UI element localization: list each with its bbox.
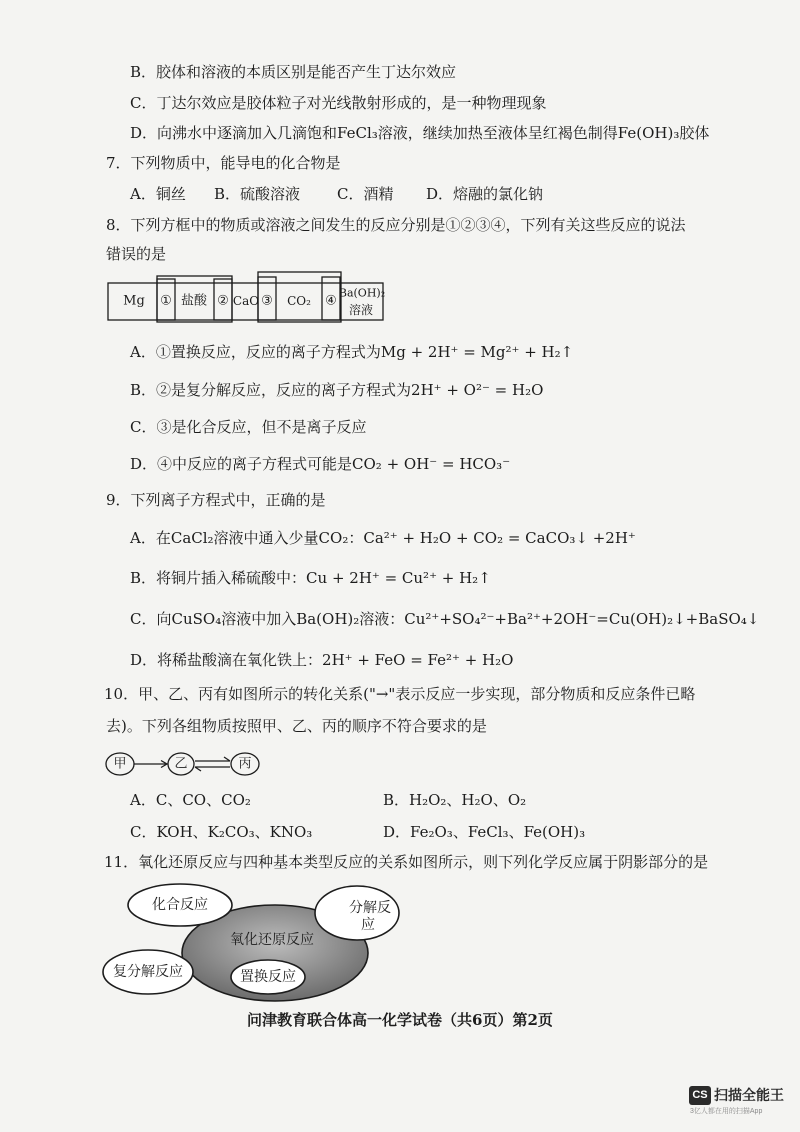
question-text: 氧化还原反应与四种基本类型反应的关系如图所示，则下列化学反应属于阴影部分的是 (138, 853, 709, 871)
option-text: 酒精 (363, 185, 394, 203)
q7-option-b (214, 184, 300, 204)
option-letter: B． (130, 63, 157, 81)
question-number: 9． (106, 491, 131, 509)
scanner-tagline: 3亿人都在用的扫描App (690, 1108, 763, 1115)
option-letter: A． (130, 343, 156, 361)
option-text: 胶体和溶液的本质区别是能否产生丁达尔效应 (156, 63, 457, 81)
node-yi: 乙 (174, 756, 188, 772)
q9-option-d (130, 650, 513, 670)
q6-option-c (130, 93, 547, 113)
option-text: 将铜片插入稀硫酸中：Cu + 2H⁺ = Cu²⁺ + H₂↑ (156, 569, 491, 587)
option-text: 硫酸溶液 (240, 185, 301, 203)
reaction-mark-2: ② (217, 293, 229, 309)
double-displacement-label: 复分解反应 (113, 964, 183, 980)
arrow-bing-to-yi (195, 767, 230, 771)
q11-reaction-type-venn-diagram (100, 878, 405, 1008)
option-text: ②是复分解反应，反应的离子方程式为2H⁺ + O²⁻ = H₂O (156, 381, 544, 399)
option-letter: D． (130, 455, 158, 473)
option-text: KOH、K₂CO₃、KNO₃ (156, 823, 313, 841)
q10-stem-line1 (104, 684, 695, 704)
reaction-mark-3: ③ (261, 293, 273, 309)
option-text: 向沸水中逐滴加入几滴饱和FeCl₃溶液，继续加热至液体呈红褐色制得Fe(OH)₃胶体 (157, 124, 710, 142)
option-letter: B． (130, 381, 157, 399)
q9-stem (106, 490, 326, 510)
option-letter: C． (130, 418, 157, 436)
scanner-brand-name: 扫描全能王 (714, 1087, 784, 1103)
substance-cao: CaO (232, 294, 260, 308)
question-number: 11． (104, 853, 139, 871)
combination-label: 化合反应 (152, 897, 208, 913)
reaction-mark-1: ① (160, 293, 172, 309)
option-text: ①置换反应，反应的离子方程式为Mg + 2H⁺ = Mg²⁺ + H₂↑ (155, 343, 574, 361)
q8-option-c (130, 417, 367, 437)
substance-co2: CO₂ (287, 294, 311, 308)
q7-option-c (337, 184, 394, 204)
q9-option-c (130, 609, 759, 629)
displacement-label: 置换反应 (240, 969, 296, 985)
q6-option-d (130, 123, 709, 143)
q8-option-d (130, 454, 510, 474)
arrow-yi-to-bing (195, 757, 230, 761)
option-letter: D． (426, 185, 454, 203)
option-text: Fe₂O₃、FeCl₃、Fe(OH)₃ (410, 823, 586, 841)
option-text: 在CaCl₂溶液中通入少量CO₂：Ca²⁺ + H₂O + CO₂ = CaCO₃↓ +2H⁺ (155, 529, 636, 547)
option-letter: B． (130, 569, 157, 587)
q8-option-a (130, 342, 573, 362)
option-letter: D． (130, 651, 158, 669)
option-text: H₂O₂、H₂O、O₂ (409, 791, 527, 809)
option-letter: C． (130, 610, 157, 628)
option-text: 向CuSO₄溶液中加入Ba(OH)₂溶液：Cu²⁺+SO₄²⁻+Ba²⁺+2OH⁻=Cu(OH)₂↓+BaSO₄↓ (156, 610, 760, 628)
node-jia: 甲 (113, 756, 127, 772)
option-text: 熔融的氯化钠 (453, 185, 544, 203)
question-text: 错误的是 (106, 245, 167, 263)
option-text: 将稀盐酸滴在氧化铁上：2H⁺ + FeO = Fe²⁺ + H₂O (157, 651, 514, 669)
q10-option-b (383, 790, 526, 810)
q10-stem-line2 (106, 716, 487, 736)
question-number: 8． (106, 216, 131, 234)
option-letter: C． (130, 823, 157, 841)
option-letter: B． (383, 791, 410, 809)
q10-option-c (130, 822, 312, 842)
option-text: C、CO、CO₂ (155, 791, 251, 809)
q10-option-d (383, 822, 585, 842)
substance-mg: Mg (123, 293, 145, 309)
q8-option-b (130, 380, 543, 400)
arrow-jia-to-yi (134, 761, 167, 768)
substance-solution-label: 溶液 (348, 303, 374, 317)
option-letter: A． (130, 791, 156, 809)
question-number: 10． (104, 685, 139, 703)
q8-stem-line2 (106, 244, 166, 264)
q10-conversion-diagram (100, 748, 270, 780)
question-text: 下列物质中，能导电的化合物是 (130, 154, 341, 172)
option-text: ③是化合反应，但不是离子反应 (156, 418, 367, 436)
decomposition-label-line2: 应 (361, 917, 375, 933)
option-letter: B． (214, 185, 241, 203)
option-letter: D． (383, 823, 411, 841)
q9-option-a (130, 528, 636, 548)
option-text: 丁达尔效应是胶体粒子对光线散射形成的，是一种物理现象 (156, 94, 547, 112)
substance-hcl: 盐酸 (180, 293, 208, 309)
q7-option-d (426, 184, 543, 204)
option-letter: C． (130, 94, 157, 112)
scanner-logo-badge: CS (689, 1086, 711, 1105)
option-letter: A． (130, 185, 156, 203)
option-letter: C． (337, 185, 364, 203)
node-bing: 丙 (238, 756, 252, 772)
q10-option-a (130, 790, 251, 810)
q7-stem (106, 153, 341, 173)
q8-reaction-box-diagram (100, 268, 395, 328)
q7-option-a (130, 184, 186, 204)
question-text: 下列离子方程式中，正确的是 (130, 491, 326, 509)
q8-stem-line1 (106, 215, 686, 235)
reaction-mark-4: ④ (325, 293, 337, 309)
question-text: 甲、乙、丙有如图所示的转化关系("→"表示反应一步实现，部分物质和反应条件已略 (138, 685, 696, 703)
q9-option-b (130, 568, 491, 588)
option-text: ④中反应的离子方程式可能是CO₂ + OH⁻ = HCO₃⁻ (157, 455, 511, 473)
page-footer: 问津教育联合体高一化学试卷（共6页）第2页 (247, 1011, 553, 1029)
question-text: 下列方框中的物质或溶液之间发生的反应分别是①②③④，下列有关这些反应的说法 (130, 216, 686, 234)
option-letter: A． (130, 529, 156, 547)
redox-label: 氧化还原反应 (230, 932, 314, 948)
decomposition-label-line1: 分解反 (349, 900, 391, 916)
substance-baoh2: Ba(OH)₂ (338, 286, 386, 300)
q11-stem (104, 852, 708, 872)
option-text: 铜丝 (155, 185, 186, 203)
q6-option-b (130, 62, 456, 82)
option-letter: D． (130, 124, 158, 142)
question-text: 去)。下列各组物质按照甲、乙、丙的顺序不符合要求的是 (106, 717, 487, 735)
question-number: 7． (106, 154, 131, 172)
